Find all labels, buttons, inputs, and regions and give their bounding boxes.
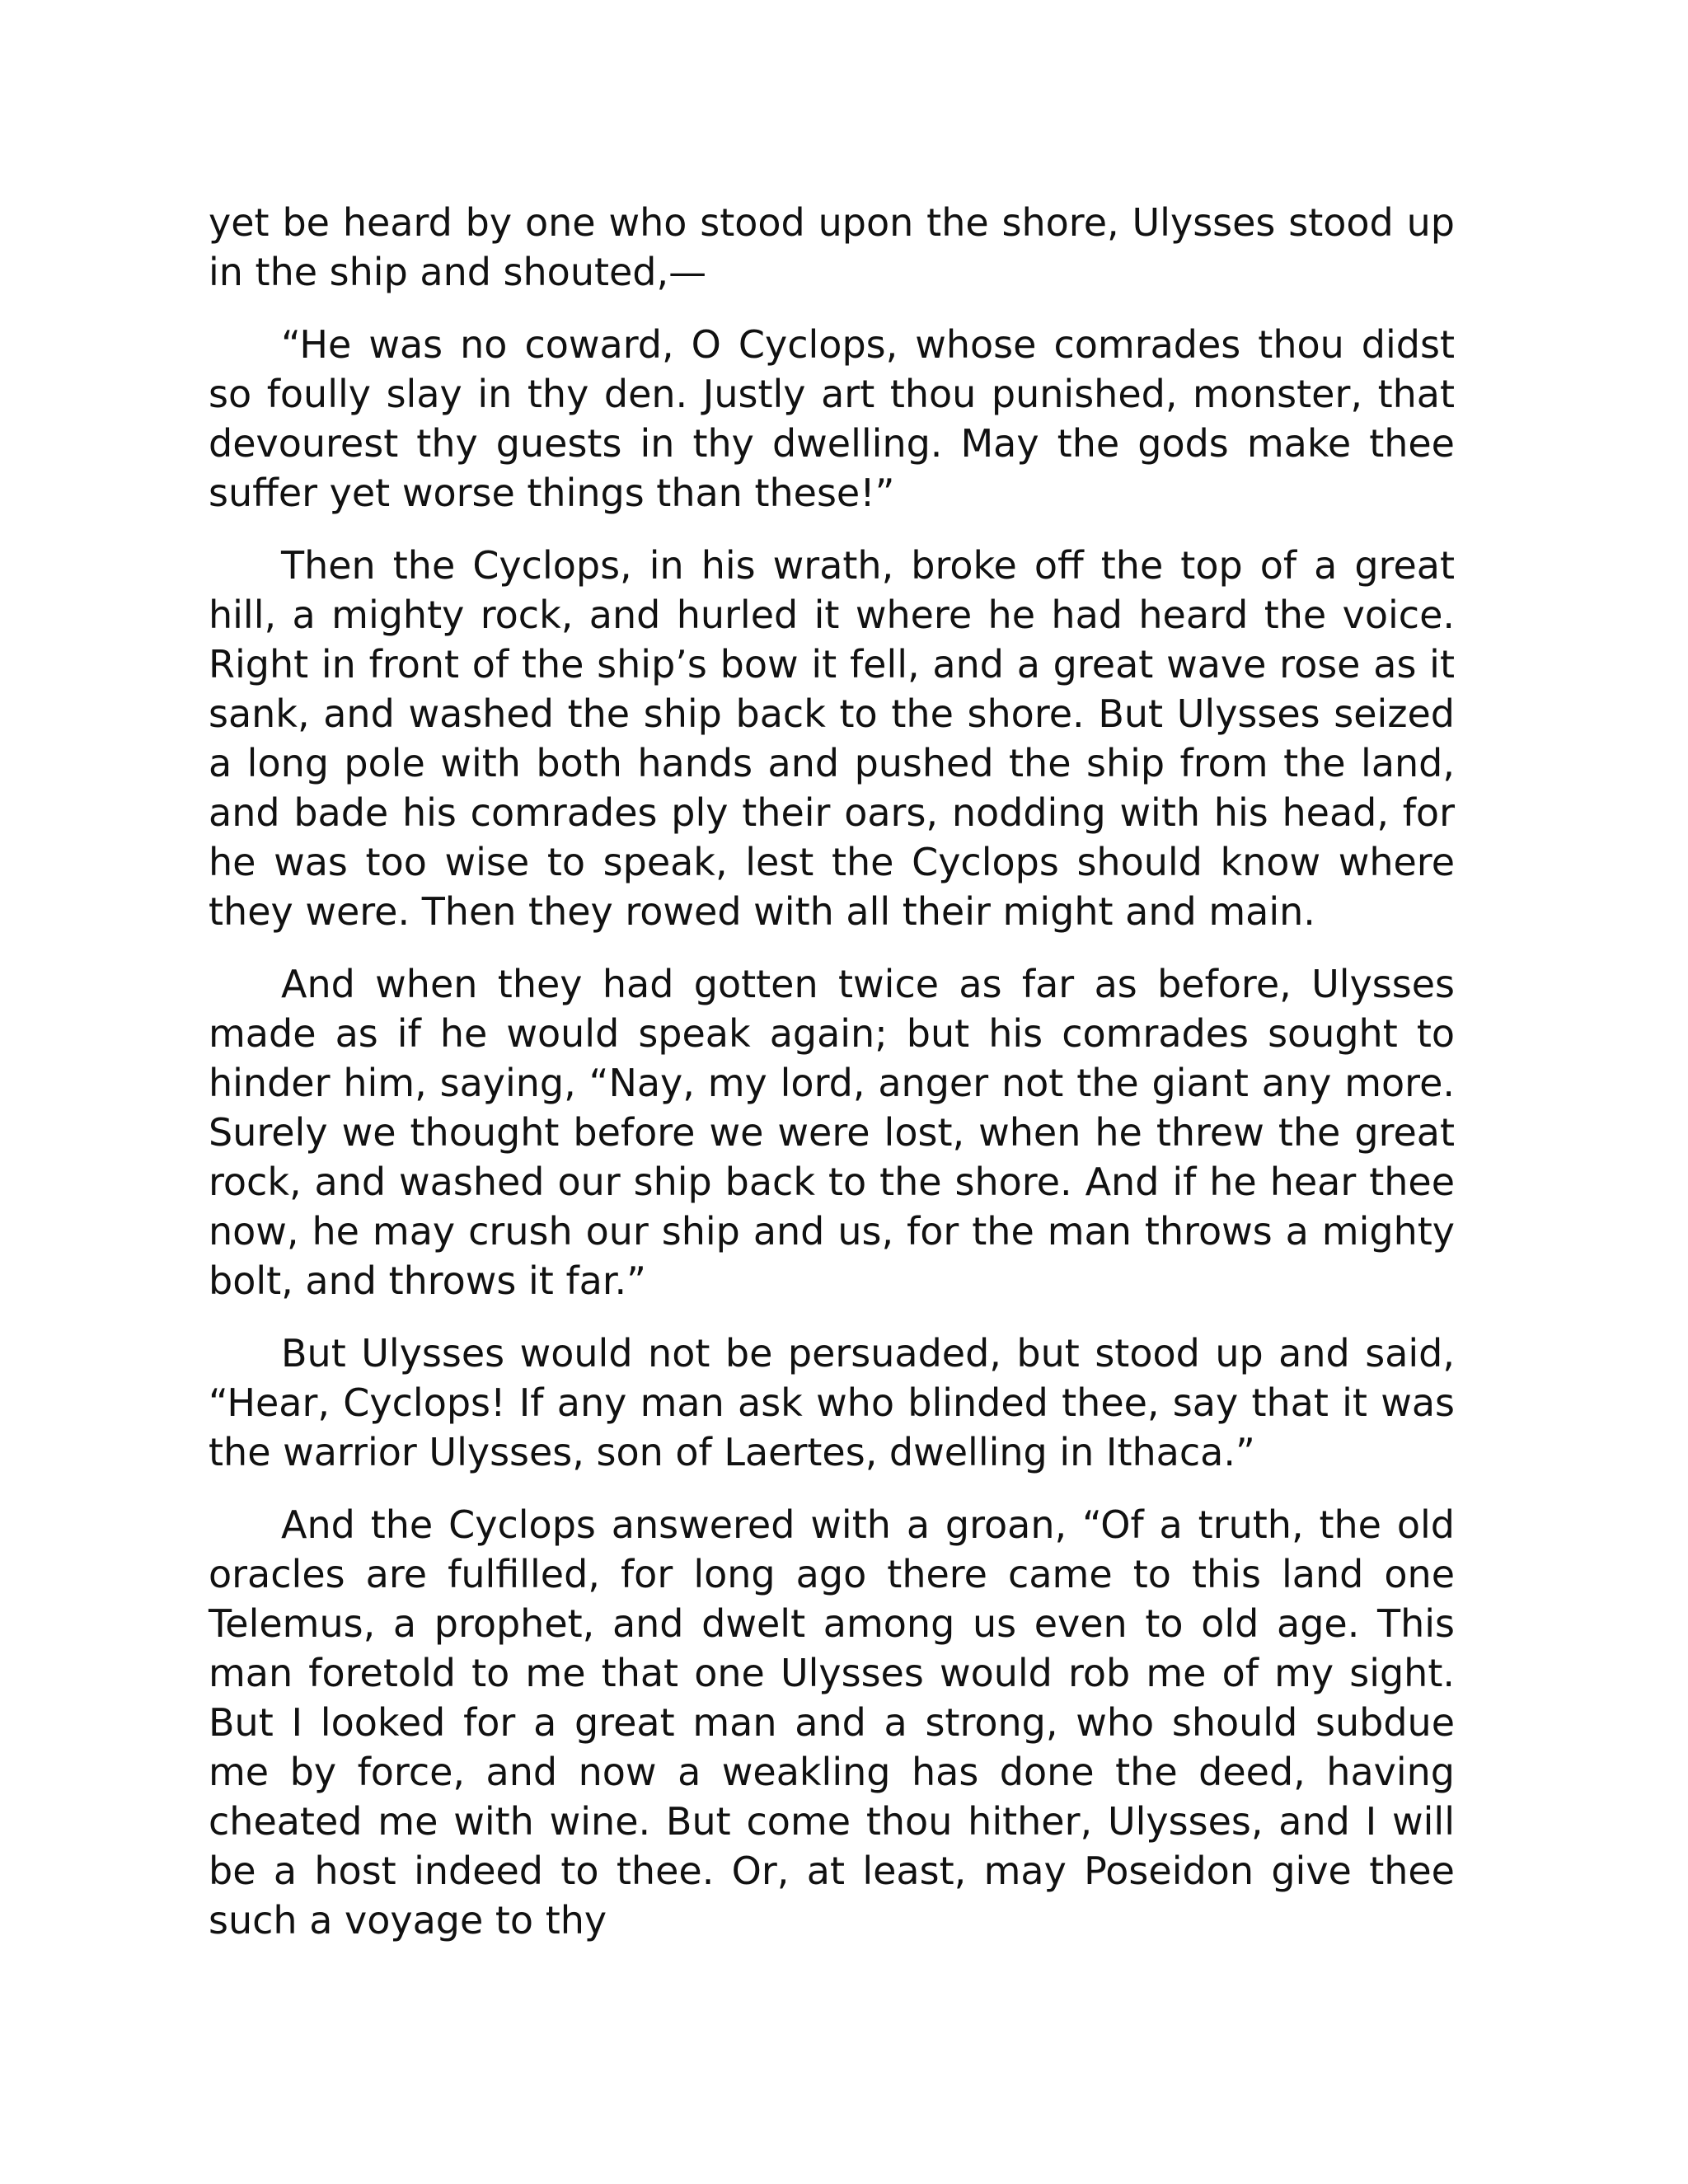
paragraph: And when they had gotten twice as far as before, Ulysses made as if he would speak again; but his comrades sought to hinder him, saying, “Nay, my lord, anger not the giant any more. Surely we thought before we were lost, when he threw the great rock, and washed our ship back to the shore. And if he hear thee now, he may crush our ship and us, for the man throws a mighty bolt, and throws it far.” [209,962,1455,1303]
page-body [209,198,1455,1968]
paragraph: “He was no coward, O Cyclops, whose comrades thou didst so foully slay in thy den. Justly art thou punished, monster, that devourest thy guests in thy dwelling. May the gods make thee suffer yet worse things than these!” [209,322,1455,515]
paragraph: But Ulysses would not be persuaded, but stood up and said, “Hear, Cyclops! If any man ask who blinded thee, say that it was the warrior Ulysses, son of Laertes, dwelling in Ithaca.” [209,1331,1455,1474]
paragraph-continued: yet be heard by one who stood upon the shore, Ulysses stood up in the ship and shouted,— [209,200,1455,294]
paragraph: And the Cyclops answered with a groan, “Of a truth, the old oracles are fulfilled, for long ago there came to this land one Telemus, a prophet, and dwelt among us even to old age. This man foretold to me that one Ulysses would rob me of my sight. But I looked for a great man and a strong, who should subdue me by force, and now a weakling has done the deed, having cheated me with wine. But come thou hither, Ulysses, and I will be a host indeed to thee. Or, at least, may Poseidon give thee such a voyage to thy [209,1502,1455,1943]
paragraph: Then the Cyclops, in his wrath, broke off the top of a great hill, a mighty rock, and hurled it where he had heard the voice. Right in front of the ship’s bow it fell, and a great wave rose as it sank, and washed the ship back to the shore. But Ulysses seized a long pole with both hands and pushed the ship from the land, and bade his comrades ply their oars, nodding with his head, for he was too wise to speak, lest the Cyclops should know where they were. Then they rowed with all their might and main. [209,543,1455,934]
